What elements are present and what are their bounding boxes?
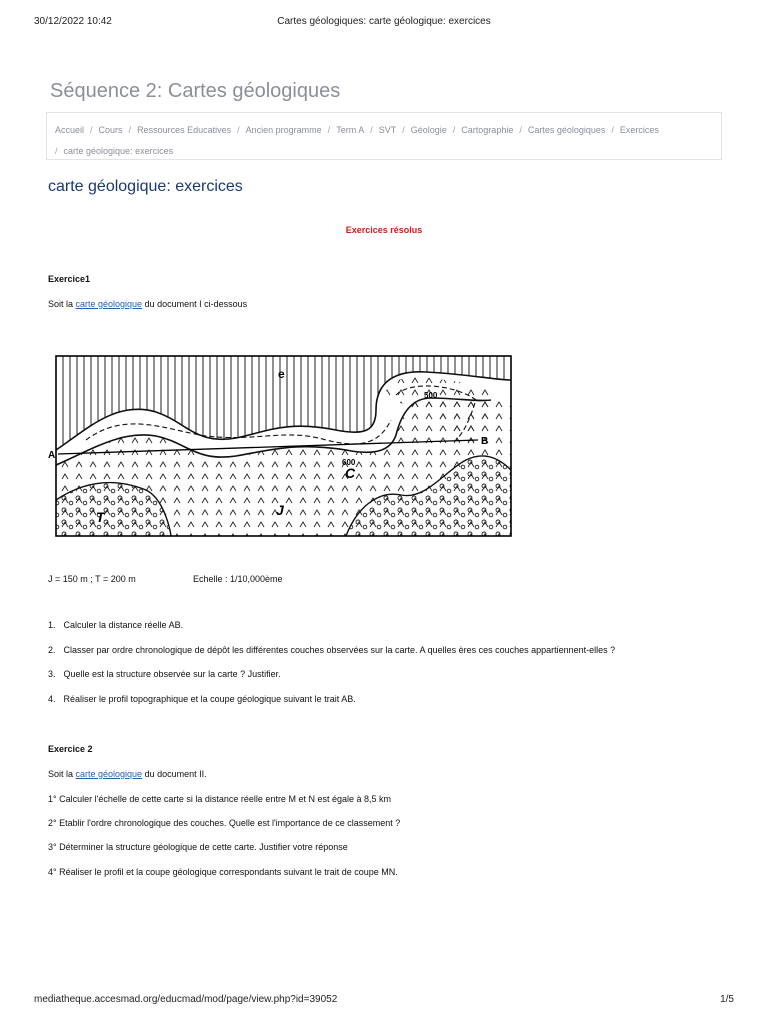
list-item	[48, 645, 728, 670]
question-text: Classer par ordre chronologique de dépôt les différentes couches observées sur la carte. A quelles ères ces couches appartiennent-elles ?	[63, 644, 616, 655]
breadcrumb-cartographie[interactable]: Cartographie	[461, 125, 514, 135]
resolved-label: Exercices résolus	[345, 225, 423, 235]
question-number: 3.	[48, 669, 56, 679]
list-item	[48, 669, 728, 694]
breadcrumb-separator: /	[452, 125, 456, 135]
exercise2-item-4: 4° Réaliser le profil et la coupe géologique correspondants suivant le trait de coupe MN.	[48, 867, 398, 877]
breadcrumb-cartes-geologiques[interactable]: Cartes géologiques	[527, 125, 606, 135]
breadcrumb-ressources[interactable]: Ressources Educatives	[137, 125, 232, 135]
exercise1-intro-after: du document I ci-dessous	[142, 299, 248, 309]
label-t: T	[96, 509, 105, 525]
question-text: Réaliser le profil topographique et la coupe géologique suivant le trait AB.	[63, 693, 356, 704]
breadcrumb-cours[interactable]: Cours	[98, 125, 123, 135]
exercise2-title: Exercice 2	[48, 744, 93, 754]
exercise2-map-link[interactable]: carte géologique	[75, 769, 143, 779]
exercise2-item-2: 2° Etablir l'ordre chronologique des couches. Quelle est l'importance de ce classement ?	[48, 818, 401, 828]
label-b: B	[481, 436, 489, 447]
exercise1-questions	[48, 620, 728, 718]
breadcrumb-term-a[interactable]: Term A	[336, 125, 365, 135]
exercise1-intro	[48, 299, 247, 309]
breadcrumb-separator: /	[370, 125, 373, 135]
breadcrumb-separator: /	[327, 125, 331, 135]
breadcrumb-separator: /	[402, 125, 405, 135]
label-e: e	[278, 367, 285, 381]
label-c: C	[345, 465, 356, 481]
question-text: Quelle est la structure observée sur la carte ? Justifier.	[63, 669, 281, 679]
question-text: Calculer la distance réelle AB.	[63, 620, 184, 630]
page-number: 1/5	[720, 994, 734, 1005]
breadcrumb-current[interactable]: carte géologique: exercices	[63, 146, 174, 156]
course-title: Séquence 2: Cartes géologiques	[50, 80, 341, 102]
exercise2-intro-after: du document II.	[142, 769, 207, 779]
exercise2-item-1: 1° Calculer l'échelle de cette carte si la distance réelle entre M et N est égale à 8,5 km	[48, 794, 391, 804]
page-url: mediatheque.accesmad.org/educmad/mod/page/view.php?id=39052	[34, 994, 338, 1005]
exercise2-intro	[48, 769, 207, 779]
breadcrumb-separator: /	[90, 125, 93, 135]
breadcrumb-separator: /	[55, 146, 58, 156]
breadcrumb-separator: /	[128, 125, 132, 135]
breadcrumb	[46, 112, 722, 160]
breadcrumb-svt[interactable]: SVT	[378, 125, 397, 135]
print-date: 30/12/2022 10:42	[34, 16, 112, 27]
exercise2-intro-before: Soit la	[48, 769, 76, 779]
page-title: carte géologique: exercices	[48, 178, 243, 195]
list-item	[48, 620, 728, 645]
question-number: 1.	[48, 620, 56, 630]
exercise2-item-3: 3° Déterminer la structure géologique de cette carte. Justifier votre réponse	[48, 842, 348, 852]
map-legend	[48, 574, 283, 584]
label-contour-600: 600	[342, 458, 356, 467]
breadcrumb-separator: /	[237, 125, 240, 135]
label-a: A	[48, 450, 56, 461]
list-item	[48, 694, 728, 719]
label-contour-500: 500	[424, 391, 438, 400]
breadcrumb-ancien-programme[interactable]: Ancien programme	[245, 125, 322, 135]
question-number: 4.	[48, 693, 56, 704]
print-title: Cartes géologiques: carte géologique: exercices	[277, 16, 491, 27]
breadcrumb-accueil[interactable]: Accueil	[55, 125, 85, 135]
question-number: 2.	[48, 644, 56, 655]
legend-scale: Echelle : 1/10,000ème	[193, 574, 283, 584]
breadcrumb-separator: /	[519, 125, 522, 135]
exercise1-intro-before: Soit la	[48, 299, 76, 309]
breadcrumb-separator: /	[611, 125, 614, 135]
exercise1-map-link[interactable]: carte géologique	[75, 299, 143, 309]
breadcrumb-geologie[interactable]: Géologie	[410, 125, 447, 135]
geological-map-svg	[46, 350, 516, 540]
geological-map	[46, 350, 516, 540]
label-j: J	[276, 502, 284, 518]
exercise1-title: Exercice1	[48, 274, 91, 284]
breadcrumb-exercices[interactable]: Exercices	[619, 125, 659, 135]
legend-thickness: J = 150 m ; T = 200 m	[48, 574, 136, 584]
